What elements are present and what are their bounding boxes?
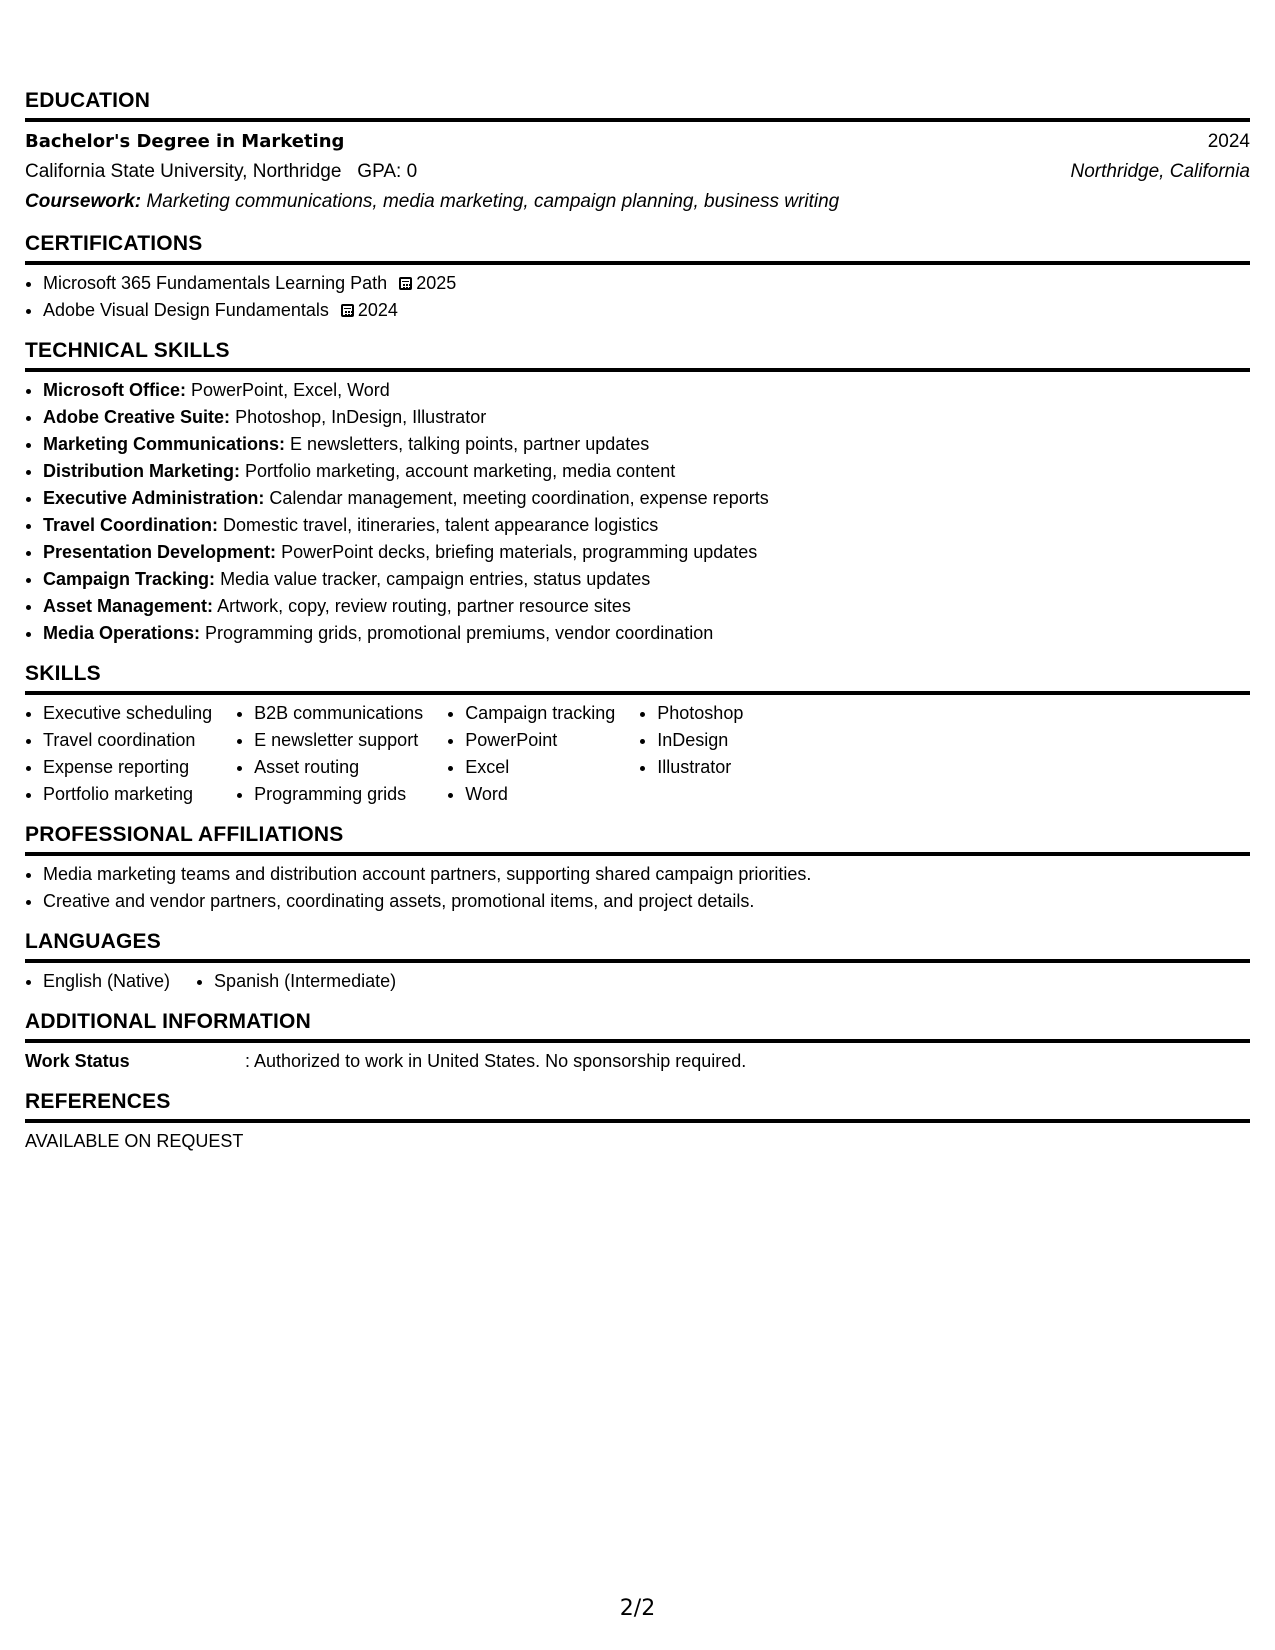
references-section	[25, 1089, 1250, 1155]
list-item: • Photoshop	[657, 700, 743, 727]
page-number: 2/2	[619, 1596, 656, 1621]
skill-label: Asset Management:	[43, 596, 214, 616]
certification-year: 2025	[416, 273, 457, 293]
list-item	[43, 297, 1250, 324]
resume-page	[25, 88, 1250, 1169]
languages-list	[25, 968, 1250, 995]
list-item: • Asset routing	[254, 754, 423, 781]
education-section	[25, 88, 1250, 217]
skill-value: Domestic travel, itineraries, talent appearance logistics	[223, 515, 659, 535]
list-item	[43, 485, 1250, 512]
list-item: • Portfolio marketing	[43, 781, 212, 808]
references-heading: REFERENCES	[25, 1089, 1250, 1123]
additional-info-section	[25, 1009, 1250, 1075]
certifications-heading: CERTIFICATIONS	[25, 231, 1250, 265]
skill-label: Adobe Creative Suite:	[43, 407, 231, 427]
skill-value: PowerPoint, Excel, Word	[191, 380, 390, 400]
technical-skills-list	[25, 377, 1250, 647]
coursework-text: Marketing communications, media marketing, campaign planning, business writing	[146, 191, 840, 212]
skills-section	[25, 661, 1250, 808]
languages-heading: LANGUAGES	[25, 929, 1250, 963]
list-item	[43, 539, 1250, 566]
certification-name: Microsoft 365 Fundamentals Learning Path	[43, 273, 388, 293]
list-item: • Executive scheduling	[43, 700, 212, 727]
list-item: • Programming grids	[254, 781, 423, 808]
skill-label: Microsoft Office:	[43, 380, 187, 400]
work-status-row	[25, 1048, 1250, 1075]
list-item: • Expense reporting	[43, 754, 212, 781]
skill-label: Travel Coordination:	[43, 515, 219, 535]
list-item: • Travel coordination	[43, 727, 212, 754]
list-item: • Illustrator	[657, 754, 743, 781]
list-item: • B2B communications	[254, 700, 423, 727]
list-item	[43, 512, 1250, 539]
coursework-label: Coursework:	[25, 191, 142, 212]
language-column	[196, 968, 396, 995]
certification-name: Adobe Visual Design Fundamentals	[43, 300, 329, 320]
skill-value: E newsletters, talking points, partner updates	[290, 434, 650, 454]
skill-value: PowerPoint decks, briefing materials, programming updates	[281, 542, 758, 562]
degree-title: Bachelor's Degree in Marketing	[25, 131, 345, 152]
calendar-icon	[399, 277, 412, 290]
list-item: • Campaign tracking	[465, 700, 615, 727]
work-status-label: Work Status	[25, 1051, 130, 1071]
list-item	[43, 620, 1250, 647]
list-item	[43, 270, 1250, 297]
skill-label: Campaign Tracking:	[43, 569, 216, 589]
calendar-icon	[341, 304, 354, 317]
skills-column	[639, 700, 743, 808]
skills-column	[25, 700, 212, 808]
school-location: Northridge, California	[1070, 161, 1250, 182]
affiliations-list	[25, 861, 1250, 915]
skill-value: Artwork, copy, review routing, partner resource sites	[217, 596, 631, 616]
skill-value: Photoshop, InDesign, Illustrator	[235, 407, 487, 427]
list-item	[43, 593, 1250, 620]
list-item	[43, 431, 1250, 458]
degree-row	[25, 127, 1250, 157]
affiliations-section	[25, 822, 1250, 915]
skill-label: Media Operations:	[43, 623, 201, 643]
affiliations-heading: PROFESSIONAL AFFILIATIONS	[25, 822, 1250, 856]
certifications-list	[25, 270, 1250, 324]
school-info	[25, 157, 417, 187]
skill-label: Executive Administration:	[43, 488, 265, 508]
list-item: • Media marketing teams and distribution account partners, supporting shared campaign priorities.	[43, 861, 1250, 888]
skill-label: Marketing Communications:	[43, 434, 286, 454]
technical-skills-heading: TECHNICAL SKILLS	[25, 338, 1250, 372]
skill-value: Calendar management, meeting coordination, expense reports	[269, 488, 769, 508]
list-item: • PowerPoint	[465, 727, 615, 754]
list-item	[43, 458, 1250, 485]
languages-section	[25, 929, 1250, 995]
gpa: GPA: 0	[357, 161, 418, 182]
school-name: California State University, Northridge	[25, 161, 342, 182]
list-item: • Creative and vendor partners, coordinating assets, promotional items, and project details.	[43, 888, 1250, 915]
education-heading: EDUCATION	[25, 88, 1250, 122]
skills-heading: SKILLS	[25, 661, 1250, 695]
certifications-section	[25, 231, 1250, 324]
skills-column	[236, 700, 423, 808]
list-item	[43, 566, 1250, 593]
school-row	[25, 157, 1250, 187]
skills-column	[447, 700, 615, 808]
list-item: • InDesign	[657, 727, 743, 754]
skills-columns	[25, 700, 1250, 808]
certification-year: 2024	[357, 300, 398, 320]
skill-value: Portfolio marketing, account marketing, media content	[245, 461, 676, 481]
skill-label: Presentation Development:	[43, 542, 277, 562]
skill-value: Programming grids, promotional premiums, vendor coordination	[205, 623, 714, 643]
list-item: • Excel	[465, 754, 615, 781]
list-item: • English (Native)	[43, 968, 170, 995]
graduation-year: 2024	[1207, 131, 1250, 152]
list-item	[43, 377, 1250, 404]
work-status-value: : Authorized to work in United States. No sponsorship required.	[245, 1051, 747, 1071]
additional-info-heading: ADDITIONAL INFORMATION	[25, 1009, 1250, 1043]
list-item: • E newsletter support	[254, 727, 423, 754]
skill-label: Distribution Marketing:	[43, 461, 240, 481]
technical-skills-section	[25, 338, 1250, 647]
list-item	[43, 404, 1250, 431]
coursework-row	[25, 187, 1250, 217]
list-item: • Word	[465, 781, 615, 808]
references-text: AVAILABLE ON REQUEST	[25, 1131, 244, 1151]
skill-value: Media value tracker, campaign entries, status updates	[220, 569, 651, 589]
language-column	[25, 968, 170, 995]
list-item: • Spanish (Intermediate)	[214, 968, 396, 995]
